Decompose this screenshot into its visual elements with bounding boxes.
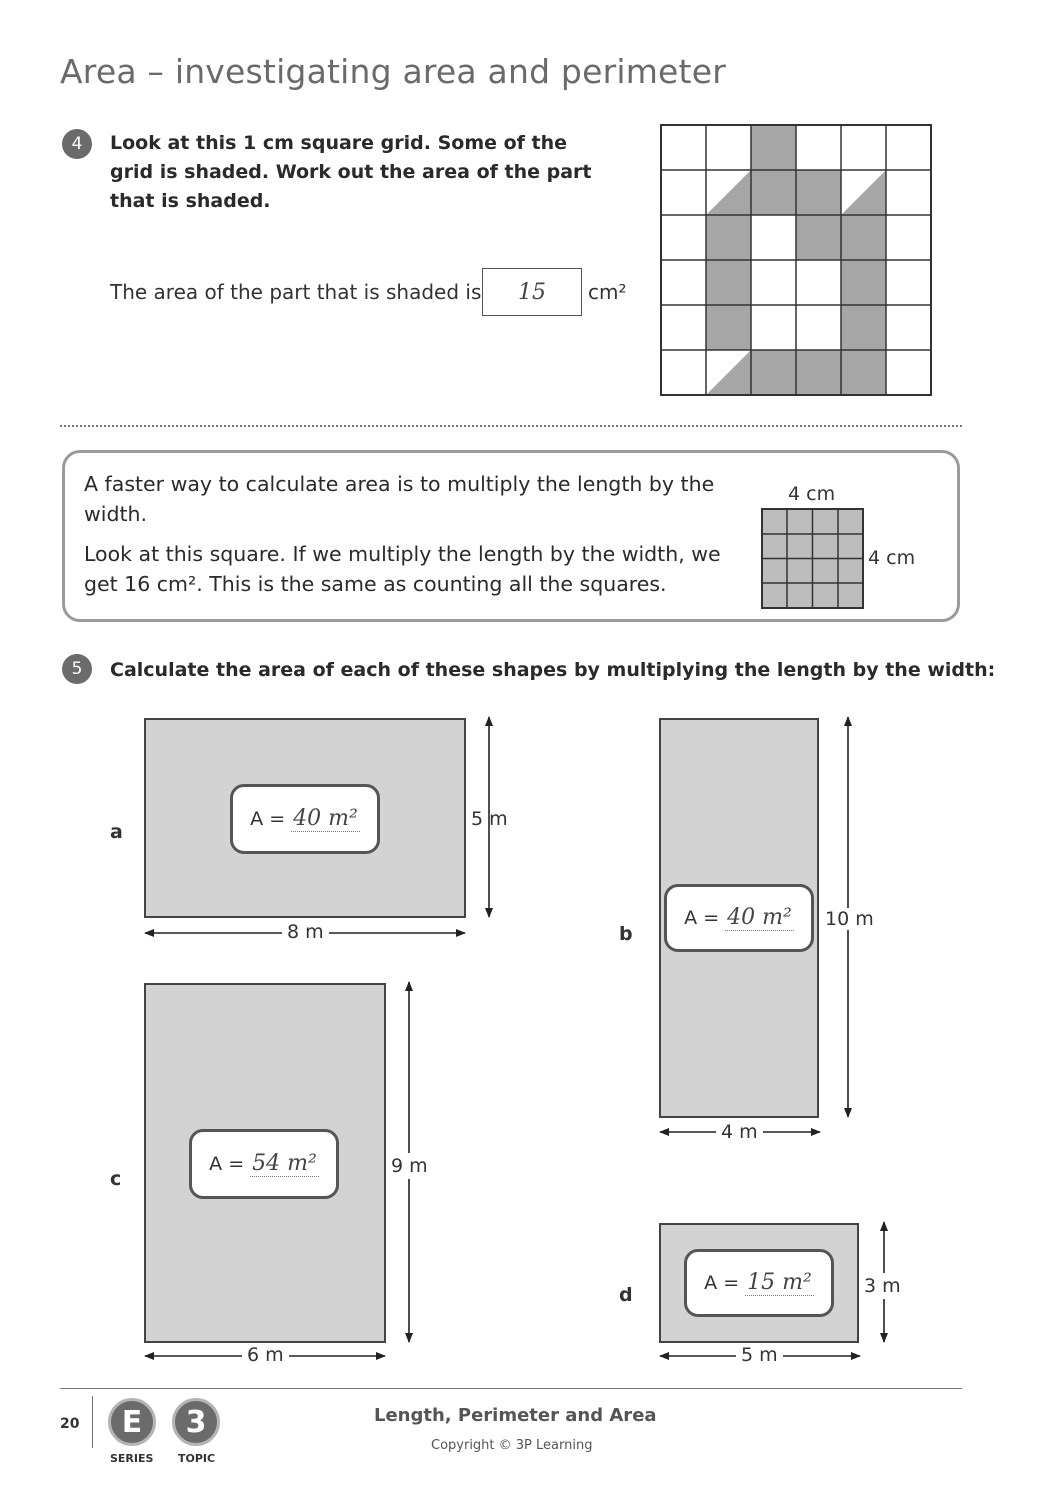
shaded-cell xyxy=(751,170,796,215)
question-4-prompt: Look at this 1 cm square grid. Some of the grid is shaded. Work out the area of the part that is shaded. xyxy=(110,132,592,212)
part-d-label: d xyxy=(619,1284,633,1306)
area-value: 15 m² xyxy=(747,1270,812,1295)
length-label-b: 4 m xyxy=(716,1121,763,1143)
part-b-label: b xyxy=(619,923,633,945)
question-4-number: 4 xyxy=(62,129,92,159)
shaded-cell xyxy=(841,350,886,395)
shaded-cell xyxy=(706,305,751,350)
area-prefix: A = xyxy=(704,1272,740,1294)
dimension-arrows-c xyxy=(140,977,430,1369)
page-title: Area – investigating area and perimeter xyxy=(60,52,726,91)
page-number: 20 xyxy=(60,1416,80,1432)
shaded-cell xyxy=(796,350,841,395)
shaded-cell xyxy=(751,350,796,395)
question-4-answer-box[interactable]: 15 xyxy=(482,268,582,316)
dimension-arrows-a xyxy=(140,712,500,948)
section-divider xyxy=(60,425,962,427)
question-5-prompt: Calculate the area of each of these shapes by multiplying the length by the width: xyxy=(110,659,996,681)
footer-title: Length, Perimeter and Area xyxy=(374,1405,657,1426)
copyright: Copyright © 3P Learning xyxy=(431,1438,593,1453)
area-value: 54 m² xyxy=(252,1151,317,1176)
shaded-cell xyxy=(706,215,751,260)
area-prefix: A = xyxy=(250,808,286,830)
shaded-cell xyxy=(841,305,886,350)
dimension-arrows-b xyxy=(655,712,875,1148)
width-label-d: 3 m xyxy=(864,1275,901,1297)
info-text-2: Look at this square. If we multiply the length by the width, we get 16 cm². This is the same as counting all the squares. xyxy=(84,542,721,596)
width-label-b: 10 m xyxy=(825,908,874,930)
area-prefix: A = xyxy=(209,1153,245,1175)
example-grid-side-label: 4 cm xyxy=(868,547,916,569)
example-4x4-grid xyxy=(761,508,865,610)
series-badge: E xyxy=(108,1398,156,1446)
width-label-c: 9 m xyxy=(391,1155,428,1177)
shaded-grid-figure xyxy=(659,123,935,399)
series-label: SERIES xyxy=(110,1452,154,1465)
area-value: 40 m² xyxy=(293,806,358,831)
footer-divider xyxy=(60,1388,962,1389)
shaded-cell xyxy=(706,260,751,305)
shaded-cell xyxy=(796,170,841,215)
area-value: 40 m² xyxy=(727,905,792,930)
example-grid-top-label: 4 cm xyxy=(788,483,836,505)
shaded-half-cell xyxy=(706,350,751,395)
topic-badge: 3 xyxy=(172,1398,220,1446)
part-c-label: c xyxy=(110,1168,122,1190)
question-5-number: 5 xyxy=(62,654,92,684)
shaded-half-cell xyxy=(706,170,751,215)
length-label-d: 5 m xyxy=(736,1344,783,1366)
length-label-c: 6 m xyxy=(242,1344,289,1366)
shaded-cell xyxy=(841,215,886,260)
shaded-cell xyxy=(796,215,841,260)
footer-separator xyxy=(92,1396,93,1448)
question-4-answer-label: The area of the part that is shaded is xyxy=(110,280,482,304)
part-a-label: a xyxy=(110,821,123,843)
area-prefix: A = xyxy=(684,907,720,929)
shaded-half-cell xyxy=(841,170,886,215)
topic-label: TOPIC xyxy=(178,1452,216,1465)
info-text-1: A faster way to calculate area is to multiply the length by the width. xyxy=(84,472,715,526)
length-label-a: 8 m xyxy=(282,921,329,943)
question-4-answer-unit: cm² xyxy=(588,280,627,304)
width-label-a: 5 m xyxy=(471,808,508,830)
shaded-cell xyxy=(841,260,886,305)
